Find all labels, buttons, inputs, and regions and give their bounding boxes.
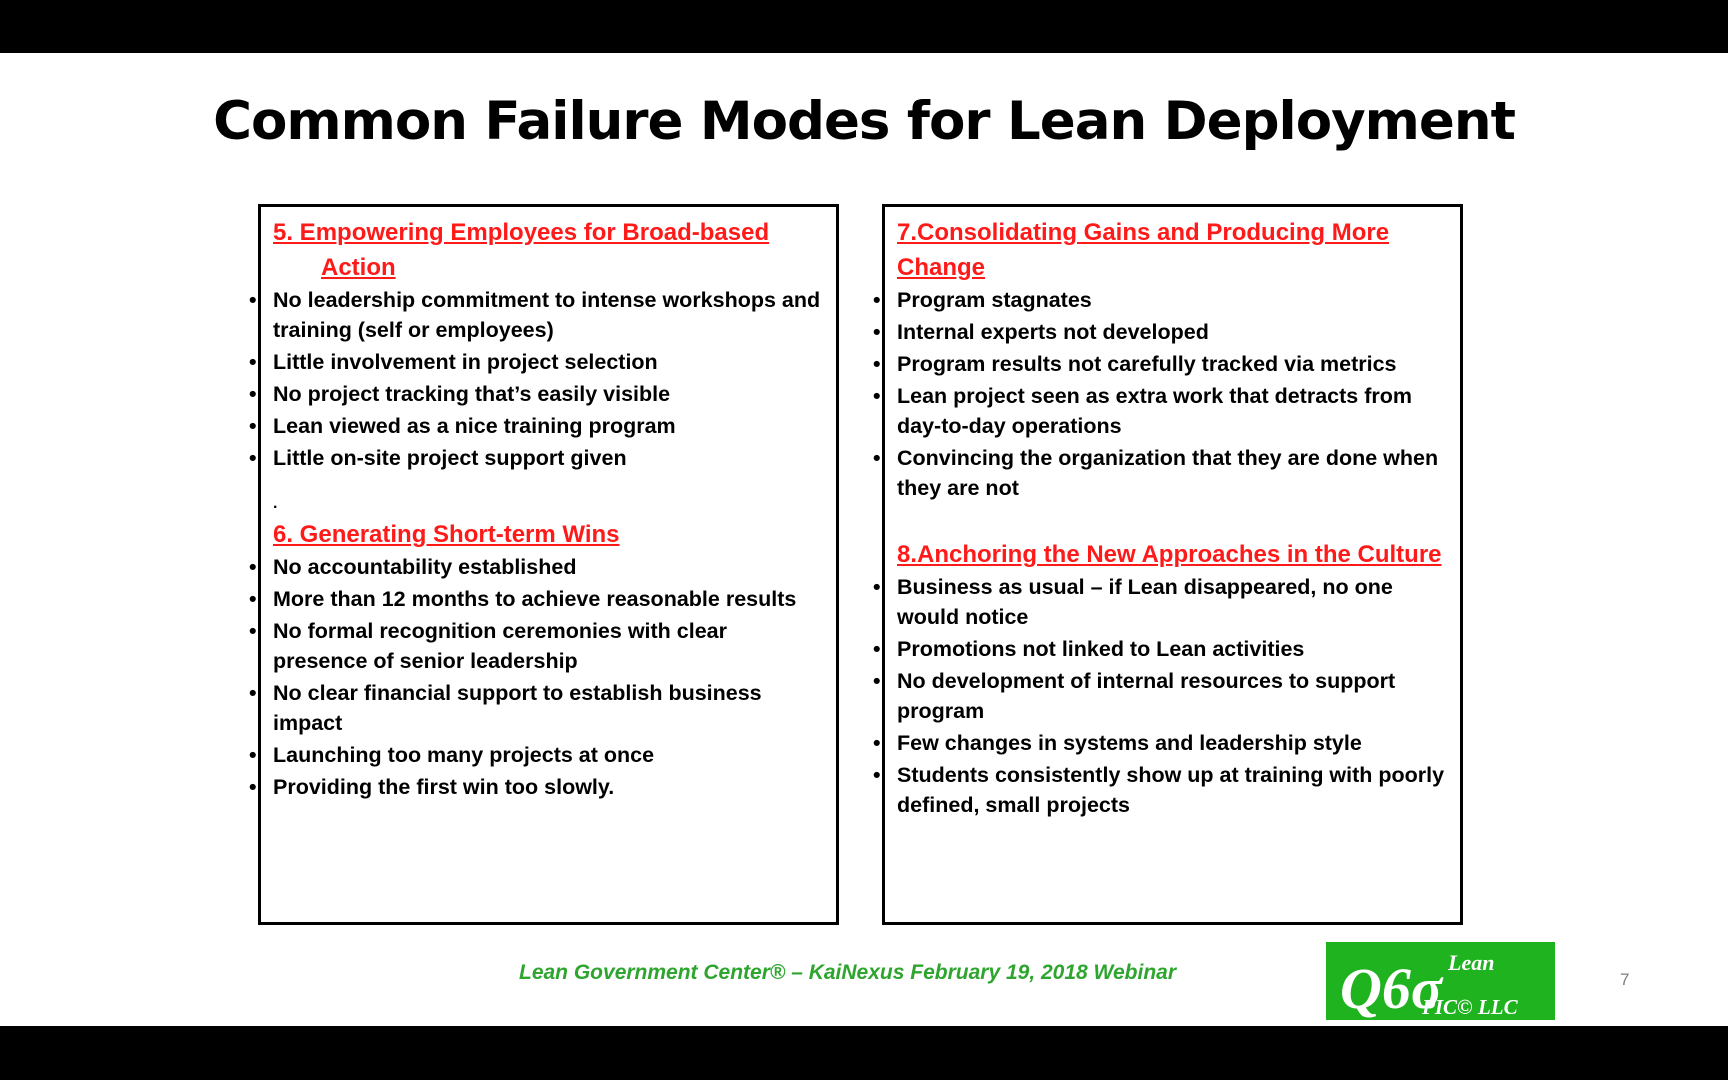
list-item: • Internal experts not developed bbox=[897, 317, 1448, 347]
list-item: • Lean viewed as a nice training program bbox=[273, 411, 824, 441]
section-7-heading: 7.Consolidating Gains and Producing More Change bbox=[897, 219, 1390, 281]
list-item: • Lean project seen as extra work that detracts from day-to-day operations bbox=[897, 381, 1448, 441]
list-item: • Program results not carefully tracked via metrics bbox=[897, 349, 1448, 379]
section-gap bbox=[897, 505, 1448, 537]
stray-dot: . bbox=[273, 495, 278, 512]
list-item: • Students consistently show up at training with poorly defined, small projects bbox=[897, 760, 1448, 820]
list-item: • Convincing the organization that they are done when they are not bbox=[897, 443, 1448, 503]
slide bbox=[0, 53, 1728, 1026]
list-item: • Promotions not linked to Lean activities bbox=[897, 634, 1448, 664]
logo-graphic bbox=[1326, 942, 1555, 1020]
list-item: • No clear financial support to establish business impact bbox=[273, 678, 824, 738]
footer-text: Lean Government Center® – KaiNexus February 19, 2018 Webinar bbox=[519, 961, 1176, 984]
logo-bottom-text: PIC© LLC bbox=[1422, 995, 1518, 1019]
list-item: • Program stagnates bbox=[897, 285, 1448, 315]
list-item: • No formal recognition ceremonies with clear presence of senior leadership bbox=[273, 616, 824, 676]
company-logo bbox=[1326, 942, 1555, 1020]
page-number: 7 bbox=[1620, 970, 1630, 989]
list-item: • More than 12 months to achieve reasonable results bbox=[273, 584, 824, 614]
logo-top-text: Lean bbox=[1448, 950, 1495, 975]
list-item: • No project tracking that’s easily visible bbox=[273, 379, 824, 409]
list-item: • No accountability established bbox=[273, 552, 824, 582]
list-item: • Providing the first win too slowly. bbox=[273, 772, 824, 802]
list-item: • Business as usual – if Lean disappeared, no one would notice bbox=[897, 572, 1448, 632]
section-5-heading: 5. Empowering Employees for Broad-based Action bbox=[273, 219, 770, 281]
list-item: • No leadership commitment to intense workshops and training (self or employees) bbox=[273, 285, 824, 345]
section-7-list bbox=[897, 285, 1448, 503]
list-item: • Little on-site project support given bbox=[273, 443, 824, 473]
list-item: • Launching too many projects at once bbox=[273, 740, 824, 770]
section-6-heading: 6. Generating Short-term Wins bbox=[273, 521, 620, 548]
list-item: • Little involvement in project selection bbox=[273, 347, 824, 377]
right-panel bbox=[882, 204, 1463, 925]
left-panel bbox=[258, 204, 839, 925]
section-8-heading: 8.Anchoring the New Approaches in the Culture bbox=[897, 541, 1442, 568]
list-item: • Few changes in systems and leadership style bbox=[897, 728, 1448, 758]
logo-main-text: Q6σ bbox=[1340, 956, 1443, 1020]
slide-title: Common Failure Modes for Lean Deployment bbox=[213, 91, 1515, 152]
section-8-list bbox=[897, 572, 1448, 820]
section-5-list bbox=[273, 285, 824, 473]
section-6-list bbox=[273, 552, 824, 802]
list-item: • No development of internal resources to support program bbox=[897, 666, 1448, 726]
